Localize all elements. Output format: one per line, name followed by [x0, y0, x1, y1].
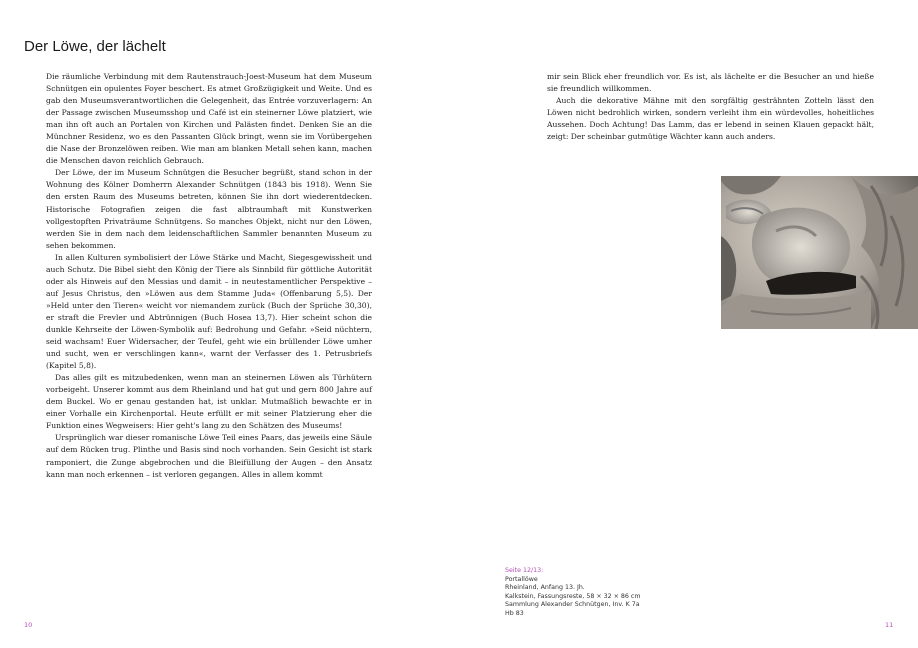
- page-number-right: 11: [885, 621, 894, 629]
- right-text-column: [547, 71, 874, 143]
- caption-line: Sammlung Alexander Schnütgen, Inv. K 7a: [505, 601, 640, 609]
- paragraph: Die räumliche Verbindung mit dem Rautenstrauch-Joest-Museum hat dem Museum Schnütgen ein opulentes Foyer beschert. Es atmet Großzügigkeit und Weite. Und es gab den Museumsverantwortlichen die Gelegenheit, das Entrée vorzuverlagern: An der Passage zwischen Museumsshop und Café ist ein steinerner Löwe platziert, wie man ihn oft auch an Portalen von Kirchen und Palästen findet. Denken Sie an die Münchner Residenz, wo es den Passanten Glück bringt, wenn sie im Vorübergehen die Nase der Bronzelöwen reiben. Wie man am blanken Metall sehen kann, machen die Menschen davon reichlich Gebrauch.: [46, 72, 372, 166]
- caption-line: Rheinland, Anfang 13. Jh.: [505, 584, 585, 592]
- paragraph: Ursprünglich war dieser romanische Löwe Teil eines Paars, das jeweils eine Säule auf dem Rücken trug. Plinthe und Basis sind noch vorhanden. Sein Gesicht ist stark ramponiert, die Zunge abgebrochen und die Bleifüllung der Augen – den Ansatz kann man noch erkennen – ist verloren gegangen. Alles in allem kommt: [46, 433, 372, 479]
- left-text-column: [46, 71, 372, 481]
- paragraph: mir sein Blick eher freundlich vor. Es ist, als lächelte er die Besucher an und hieße sie freundlich willkommen.: [547, 72, 874, 94]
- caption-line: Kalkstein, Fassungsreste, 58 × 32 × 86 cm: [505, 592, 641, 600]
- paragraph: Auch die dekorative Mähne mit den sorgfältig gesträhnten Zotteln lässt den Löwen nicht bedrohlich wirken, sondern verleiht ihm ein würdevolles, hoheitliches Aussehen. Doch Achtung! Das Lamm, das er lebend in seinen Klauen gepackt hält, zeigt: Der scheinbar gutmütige Wächter kann auch anders.: [547, 96, 874, 142]
- paragraph: Das alles gilt es mitzubedenken, wenn man an steinernen Löwen als Türhütern vorbeigeht. Unserer kommt aus dem Rheinland und hat gut und gern 800 Jahre auf dem Buckel. Wo er genau gestanden hat, ist unklar. Mutmaßlich bewachte er in einer Vorhalle ein Kirchenportal. Heute erfüllt er mit seiner Platzierung eher die Funktion eines Wegweisers: Hier geht's lang zu den Schätzen des Museums!: [46, 373, 372, 431]
- paragraph: In allen Kulturen symbolisiert der Löwe Stärke und Macht, Siegesgewissheit und auch Schutz. Die Bibel sieht den König der Tiere als Sinnbild für göttliche Autorität oder als Hinweis auf den Messias und damit – in neutestamentlicher Perspektive – auf Jesus Christus, den »Löwen aus dem Stamme Juda« (Offenbarung 5,5). Der »Held unter den Tieren« weicht vor niemandem zurück (Buch der Sprüche 30,30), er straft die Frevler und Abtrünnigen (Buch Hosea 13,7). Hier scheint schon die dunkle Kehrseite der Löwen-Symbolik auf: Bedrohung und Gefahr. »Seid nüchtern, seid wachsam! Euer Widersacher, der Teufel, geht wie ein brüllender Löwe umher und sucht, wen er verschlingen kann«, warnt der Verfasser des 1. Petrusbriefs (Kapitel 5,8).: [46, 252, 372, 371]
- paragraph: Der Löwe, der im Museum Schnütgen die Besucher begrüßt, stand schon in der Wohnung des Kölner Domherrn Alexander Schnütgen (1843 bis 1918). Wenn Sie den ersten Raum des Museums betreten, können Sie ihn dort wiederentdecken. Historische Fotografien zeigen die fast albtraumhaft mit Kunstwerken vollgestopften Privaträume Schnütgens. So manches Objekt, nicht nur den Löwen, werden Sie in dem nach dem leidenschaftlichen Sammler benannten Museum zu sehen bekommen.: [46, 168, 372, 250]
- caption-line: Portallöwe: [505, 575, 538, 583]
- stone-lion-photo: [721, 176, 918, 329]
- stone-lion-image: [721, 176, 918, 329]
- image-caption: [505, 567, 725, 619]
- caption-line: Hb 83: [505, 609, 524, 617]
- page-number-left: 10: [24, 621, 33, 629]
- caption-title: Seite 12/13:: [505, 567, 544, 574]
- article-heading: Der Löwe, der lächelt: [24, 38, 166, 55]
